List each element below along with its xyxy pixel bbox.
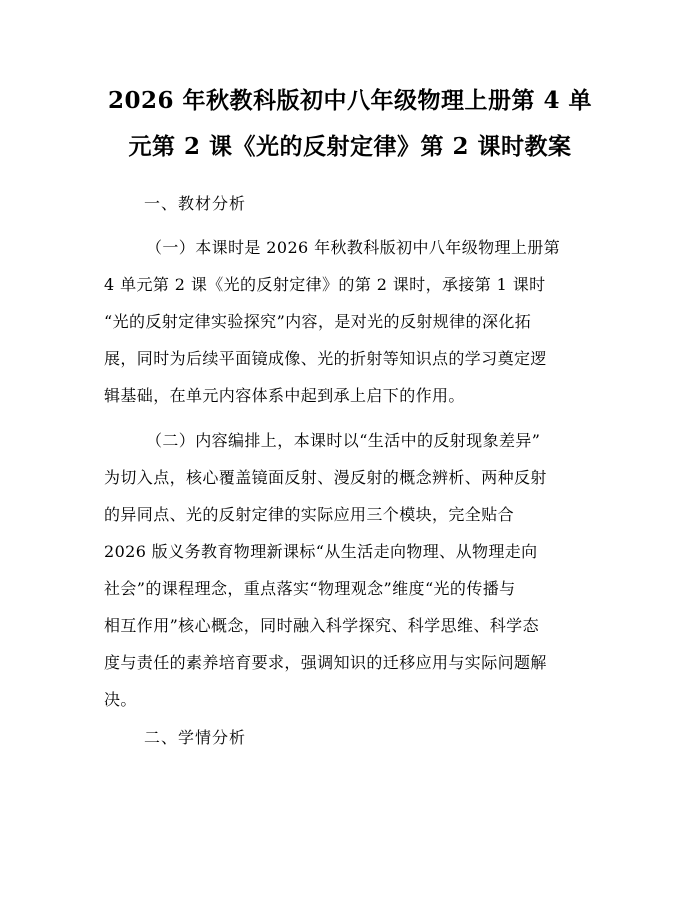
paragraph-2-line: 社会”的课程理念，重点落实“物理观念”维度“光的传播与 [104,579,516,598]
paragraph-1-line: “光的反射定律实验探究”内容，是对光的反射规律的深化拓 [104,312,532,331]
paragraph-1-line: 辑基础，在单元内容体系中起到承上启下的作用。 [104,386,465,405]
paragraph-2-line: 度与责任的素养培育要求，强调知识的迁移应用与实际问题解 [104,653,547,672]
paragraph-2-line: 决。 [104,690,137,709]
paragraph-2-line: 的异同点、光的反射定律的实际应用三个模块，完全贴合 [104,505,515,524]
document-title-line-2: 元第 2 课《光的反射定律》第 2 课时教案 [128,133,572,160]
paragraph-2-line: 相互作用”核心概念，同时融入科学探究、科学思维、科学态 [104,616,539,635]
document-title-line-1: 2026 年秋教科版初中八年级物理上册第 4 单 [107,87,593,114]
paragraph-1-line: 4 单元第 2 课《光的反射定律》的第 2 课时，承接第 1 课时 [104,275,546,294]
paragraph-2-line: 2026 版义务教育物理新课标“从生活走向物理、从物理走向 [104,542,538,561]
paragraph-1-line: （一）本课时是 2026 年秋教科版初中八年级物理上册第 [146,238,561,257]
section-heading-textbook-analysis: 一、教材分析 [144,194,247,213]
paragraph-2-line: （二）内容编排上，本课时以“生活中的反射现象差异” [146,431,541,450]
paragraph-1-line: 展，同时为后续平面镜成像、光的折射等知识点的学习奠定逻 [104,349,547,368]
paragraph-2-line: 为切入点，核心覆盖镜面反射、漫反射的概念辨析、两种反射 [104,468,547,487]
section-heading-learner-analysis: 二、学情分析 [144,728,247,747]
